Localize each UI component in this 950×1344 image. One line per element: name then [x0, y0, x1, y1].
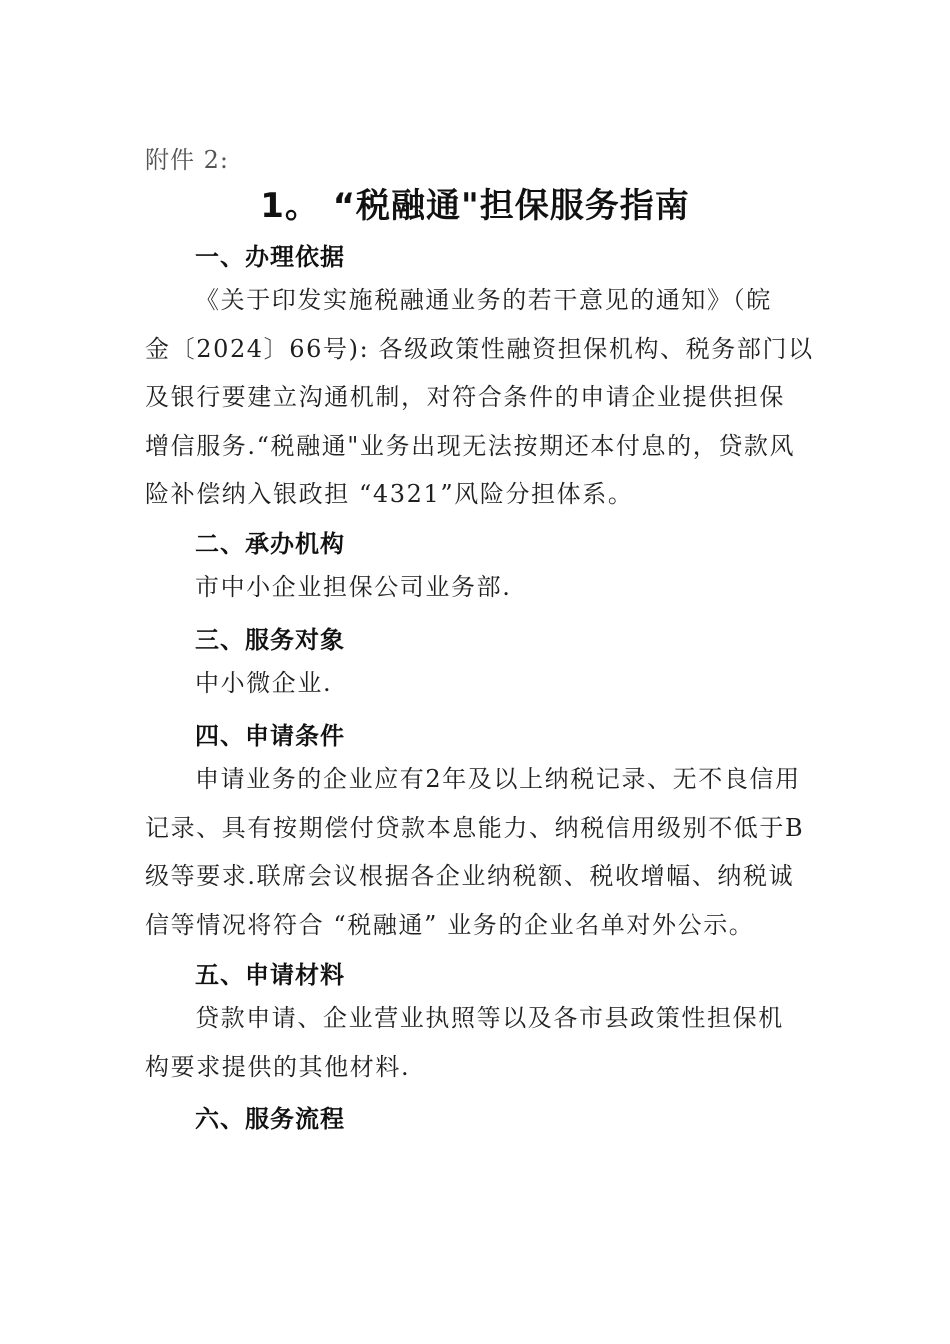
body-line: 构要求提供的其他材料.	[145, 1052, 411, 1081]
body-line: 及银行要建立沟通机制，对符合条件的申请企业提供担保	[145, 383, 785, 411]
body-line: 增信服务.“税融通"业务出现无法按期还本付息的，贷款风	[145, 431, 796, 460]
body-line: 金〔2024〕66号): 各级政策性融资担保机构、税务部门以	[145, 334, 814, 363]
body-line: 信等情况将符合 “税融通” 业务的企业名单对外公示。	[145, 910, 755, 939]
section-body-materials	[145, 994, 805, 1091]
body-line: 市中小企业担保公司业务部.	[195, 573, 512, 601]
section-heading-conditions: 四、申请条件	[195, 722, 345, 750]
section-heading-process: 六、服务流程	[195, 1105, 345, 1133]
section-body-basis	[145, 276, 814, 519]
body-line: 记录、具有按期偿付贷款本息能力、纳税信用级别不低于B	[145, 813, 805, 842]
body-line: 申请业务的企业应有2年及以上纳税记录、无不良信用	[195, 765, 801, 793]
attachment-label: 附件 2:	[145, 146, 229, 174]
body-line: 中小微企业.	[195, 669, 333, 697]
section-heading-basis: 一、办理依据	[195, 243, 345, 271]
section-body-target	[145, 659, 805, 708]
body-line: 《关于印发实施税融通业务的若干意见的通知》（皖	[195, 286, 772, 314]
page-title: 1。 “税融通"担保服务指南	[260, 186, 690, 226]
body-line: 贷款申请、企业营业执照等以及各市县政策性担保机	[195, 1004, 784, 1032]
body-line: 险补偿纳入银政担 “4321”风险分担体系。	[145, 480, 634, 508]
section-body-agency	[145, 563, 805, 612]
section-heading-materials: 五、申请材料	[195, 961, 345, 989]
section-heading-agency: 二、承办机构	[195, 530, 345, 558]
section-heading-target: 三、服务对象	[195, 626, 345, 654]
body-line: 级等要求.联席会议根据各企业纳税额、税收增幅、纳税诚	[145, 862, 795, 890]
section-body-conditions	[145, 755, 805, 949]
